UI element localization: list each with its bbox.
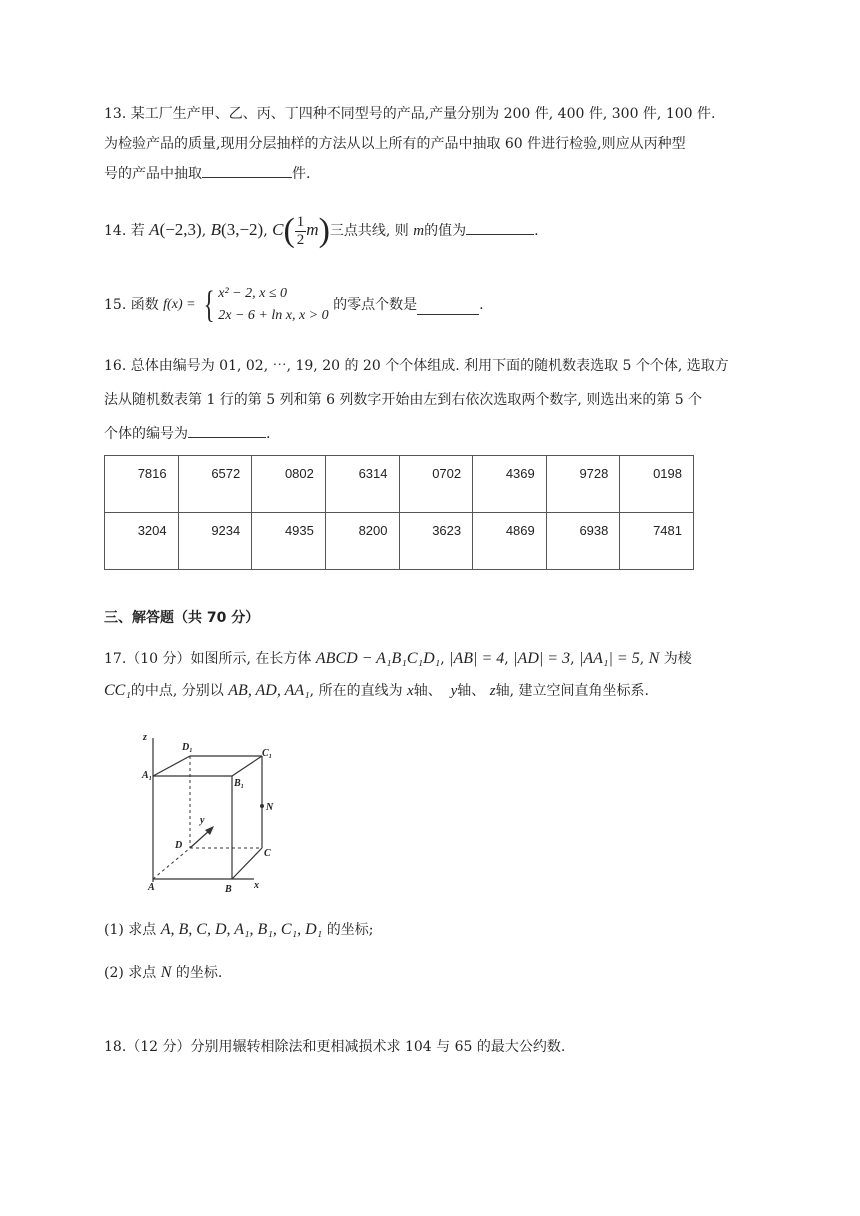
q13-line3 <box>104 159 754 189</box>
random-number-table <box>104 455 694 570</box>
q15-answer-blank <box>417 296 479 315</box>
q14-point-c: C <box>272 220 284 239</box>
table-row <box>105 513 694 570</box>
q14-m: m <box>306 220 319 239</box>
cuboid-figure <box>138 726 278 894</box>
q14-point-b: B <box>210 220 222 239</box>
q13-answer-blank <box>202 159 292 178</box>
fig-label-c: C <box>264 848 271 859</box>
q17-aa1: |AA₁| = 5 <box>578 650 640 667</box>
q14-frac-den: 2 <box>296 231 305 248</box>
q16-line3-text: 个体的编号为 <box>104 426 188 442</box>
q16-line3 <box>104 417 754 451</box>
question-16 <box>104 349 754 451</box>
q16-line2: 法从随机数表第 1 行的第 5 列和第 6 列数字开始由左到右依次选取两个数字, 则选出来的第 5 个 <box>104 392 703 408</box>
fig-label-d: D <box>175 840 183 851</box>
q14-end: . <box>534 223 539 239</box>
q15-case2: 2x − 6 + ln x, x > 0 <box>218 308 329 323</box>
q14-paren-close: ) <box>318 212 330 249</box>
table-cell: 0802 <box>252 456 326 513</box>
table-cell: 6314 <box>325 456 399 513</box>
q17-part1-text: (1) 求点 <box>104 922 157 938</box>
fig-label-b: B <box>225 884 232 894</box>
table-cell: 7481 <box>620 513 694 570</box>
q15-prefix: 15. 函数 <box>104 297 159 313</box>
q17-cc1: CC₁ <box>104 682 131 699</box>
table-cell: 4369 <box>473 456 547 513</box>
question-18: 18.（12 分）分别用辗转相除法和更相减损术求 104 与 65 的最大公约数. <box>104 1039 566 1055</box>
q17-yaxis: 轴、 <box>457 683 486 699</box>
q16-line3-end: . <box>266 426 271 442</box>
q14-fraction <box>295 214 307 249</box>
table-cell: 4935 <box>252 513 326 570</box>
q17-mid: 为棱 <box>663 651 692 667</box>
fig-label-a: A <box>148 882 155 893</box>
fig-label-y: y <box>200 815 205 826</box>
table-cell: 9234 <box>178 513 252 570</box>
q14-frac-num: 1 <box>296 213 305 230</box>
q15-suffix: 的零点个数是 <box>333 297 418 313</box>
q13-line1: 13. 某工厂生产甲、乙、丙、丁四种不同型号的产品,产量分别为 200 件, 400 件, 300 件, 100 件. <box>104 106 716 122</box>
question-17 <box>104 643 754 707</box>
fig-label-c1: C₁ <box>262 748 273 759</box>
table-cell: 6938 <box>546 513 620 570</box>
q13-line3-end: 件. <box>292 166 311 182</box>
fig-label-z: z <box>143 732 147 743</box>
y-axis-line <box>190 830 210 848</box>
q14-point-a: A <box>149 220 160 239</box>
q17-box: ABCD − A₁B₁C₁D₁ <box>315 650 441 667</box>
q16-answer-blank <box>188 419 266 438</box>
question-13 <box>104 99 754 189</box>
section-heading: 三、解答题（共 70 分） <box>104 610 260 626</box>
q17-part2-text: (2) 求点 <box>104 965 157 981</box>
table-cell: 0702 <box>399 456 473 513</box>
q17-x: x <box>407 683 414 699</box>
table-cell: 8200 <box>325 513 399 570</box>
q14-suffix: 的值为 <box>424 223 467 239</box>
q17-part1-points: A, B, C, D, A₁, B₁, C₁, D₁ <box>160 921 323 938</box>
question-14: 14. 若 A(−2,3), B(3,−2), C( $\frac{1}{2}$ m)三点共线, 则 m的值为 . <box>104 212 539 249</box>
table-cell: 3623 <box>399 513 473 570</box>
table-cell: 9728 <box>546 456 620 513</box>
table-cell: 4869 <box>473 513 547 570</box>
q17-n: N <box>648 650 660 667</box>
table-row <box>105 456 694 513</box>
q17-ad: |AD| = 3 <box>513 650 571 667</box>
q15-case1: x² − 2, x ≤ 0 <box>218 286 288 301</box>
q17-line2-text: 的中点, 分别以 <box>130 683 224 699</box>
q14-prefix: 14. 若 <box>104 223 145 239</box>
q17-prefix: 17.（10 分）如图所示, 在长方体 <box>104 651 312 667</box>
q13-line3-text: 号的产品中抽取 <box>104 166 202 182</box>
q14-paren-open: ( <box>283 212 295 249</box>
table-cell: 7816 <box>105 456 179 513</box>
point-n-dot <box>260 804 264 808</box>
q14-coord-b: (3,−2) <box>221 220 264 239</box>
fig-label-d1: D₁ <box>182 742 193 753</box>
q17-part2-n: N <box>160 964 172 981</box>
q14-coord-a: (−2,3) <box>159 220 202 239</box>
table-cell: 6572 <box>178 456 252 513</box>
q17-part1-end: 的坐标; <box>326 922 374 938</box>
q17-xaxis: 轴、 <box>413 683 442 699</box>
table-cell: 0198 <box>620 456 694 513</box>
q17-part2 <box>104 958 754 988</box>
q15-fx: f(x) = <box>163 297 196 312</box>
fig-label-n: N <box>266 802 274 813</box>
q14-answer-blank <box>466 216 534 235</box>
fig-label-x: x <box>254 880 259 891</box>
fig-label-b1: B₁ <box>234 778 245 789</box>
q17-line1: 17.（10 分）如图所示, 在长方体 ABCD − A₁B₁C₁D₁, |AB| = 4, |AD| = 3, |AA₁| = 5, N 为棱 <box>104 650 692 667</box>
q17-z: z <box>489 683 496 699</box>
q13-line2: 为检验产品的质量,现用分层抽样的方法从以上所有的产品中抽取 60 件进行检验,则应从丙种型 <box>104 136 686 152</box>
q17-ab: |AB| = 4 <box>449 650 505 667</box>
q16-line1: 16. 总体由编号为 01, 02, ⋯, 19, 20 的 20 个个体组成. 利用下面的随机数表选取 5 个个体, 选取方 <box>104 358 729 374</box>
q17-line2 <box>104 675 754 707</box>
q17-zaxis: 轴, 建立空间直角坐标系. <box>495 683 649 699</box>
q15-end: . <box>479 297 484 313</box>
q17-line2-text2: , 所在的直线为 <box>309 683 403 699</box>
q15-brace: { <box>203 284 215 326</box>
q17-part1 <box>104 915 754 945</box>
question-15 <box>104 283 754 327</box>
q14-var: m <box>413 223 425 239</box>
fig-label-a1: A₁ <box>142 770 153 781</box>
q17-axes: AB, AD, AA₁ <box>228 682 310 699</box>
q15-cases <box>218 283 328 327</box>
q17-y: y <box>450 683 458 699</box>
q17-part2-end: 的坐标. <box>175 965 223 981</box>
table-cell: 3204 <box>105 513 179 570</box>
q14-mid: 三点共线, 则 <box>329 223 409 239</box>
